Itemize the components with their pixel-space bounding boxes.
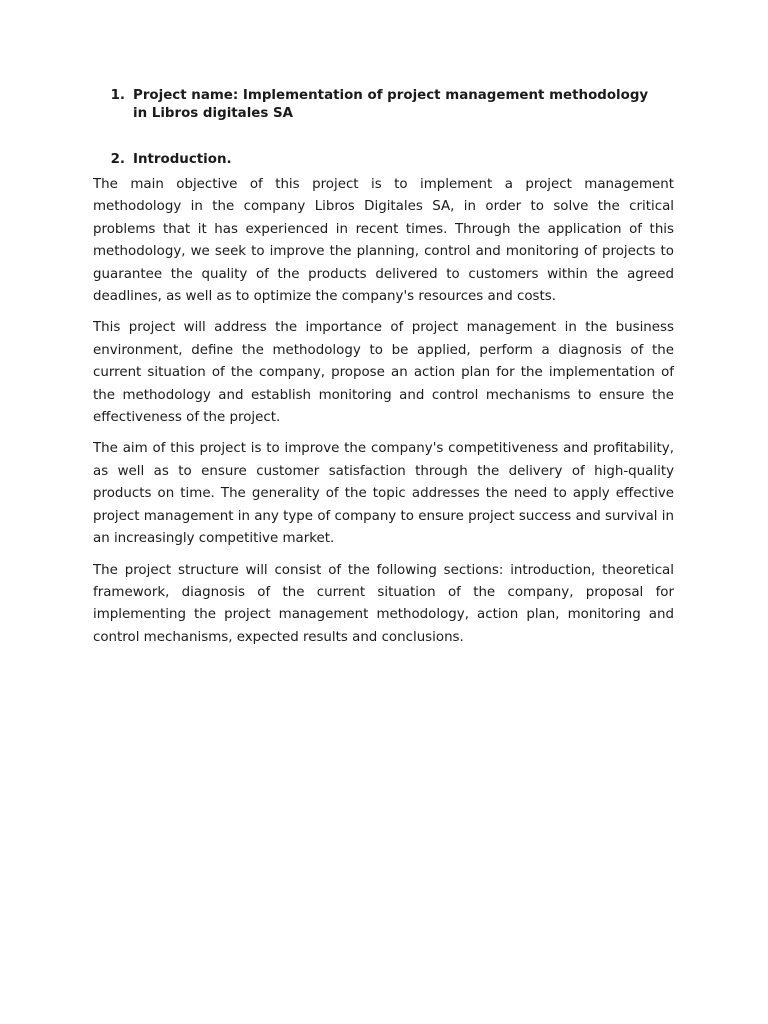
section-title: Project name: Implementation of project management methodology in Libros digitales SA xyxy=(133,88,649,121)
body-paragraph: The aim of this project is to improve the company's competitiveness and profitability, as well as to ensure customer satisfaction through the delivery of high-quality products on time. The generality of the topic addresses the need to apply effective project management in any type of company to ensure project success and survival in an increasingly competitive market. xyxy=(93,441,674,547)
section-number: 2. xyxy=(110,152,125,167)
section-title: Introduction. xyxy=(133,152,232,167)
section-number: 1. xyxy=(110,88,125,103)
document-page xyxy=(93,84,674,649)
body-paragraph: The project structure will consist of the following sections: introduction, theoretical framework, diagnosis of the current situation of the company, proposal for implementing the project management methodology, action plan, monitoring and control mechanisms, expected results and conclusions. xyxy=(93,562,674,645)
section-heading-project-name xyxy=(87,87,674,123)
body-paragraph: This project will address the importance of project management in the business environment, define the methodology to be applied, perform a diagnosis of the current situation of the company, propose an action plan for the implementation of the methodology and establish monitoring and control mechanisms to ensure the effectiveness of the project. xyxy=(93,320,674,426)
section-heading-introduction xyxy=(87,151,674,169)
body-paragraph: The main objective of this project is to implement a project management methodology in the company Libros Digitales SA, in order to solve the critical problems that it has experienced in recent times. Through the application of this methodology, we seek to improve the planning, control and monitoring of projects to guarantee the quality of the products delivered to customers within the agreed deadlines, as well as to optimize the company's resources and costs. xyxy=(93,177,674,305)
